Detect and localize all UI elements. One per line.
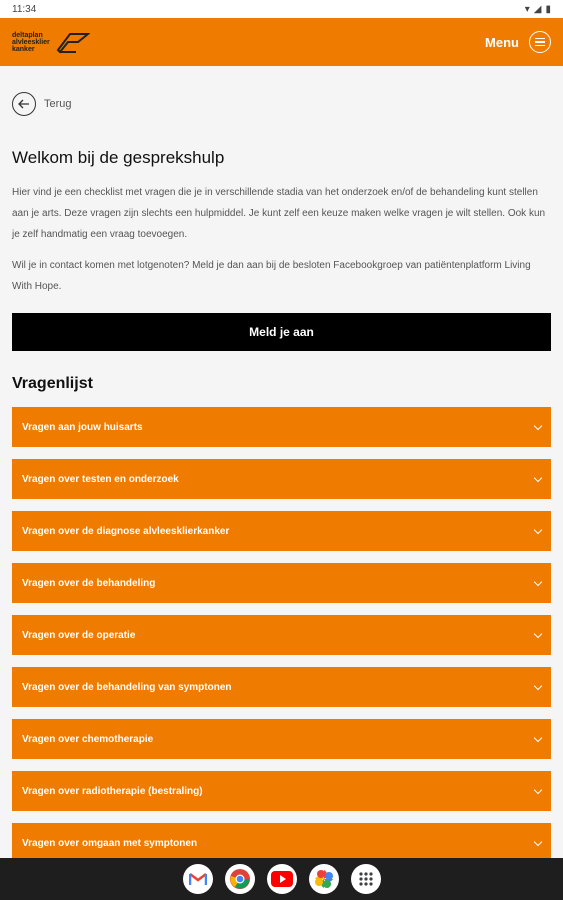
- intro-paragraph: Hier vind je een checklist met vragen die je in verschillende stadia van het onderzoek en/of de behandeling kunt stellen aan je arts. Deze vragen zijn slechts een hulpmiddel. Je kunt zelf een keuze maken welke vragen je wilt stellen. Ook kun je zelf handmatig een vraag toevoegen.: [12, 187, 546, 240]
- accordion-item[interactable]: [12, 823, 551, 858]
- status-time: 11:34: [12, 3, 37, 15]
- accordion-item[interactable]: [12, 407, 551, 447]
- gmail-icon[interactable]: [183, 864, 213, 894]
- chevron-down-icon: [534, 629, 542, 637]
- status-icons: [525, 4, 551, 15]
- apps-grid-icon[interactable]: [351, 864, 381, 894]
- accordion-label: Vragen over chemotherapie: [22, 733, 154, 745]
- accordion-item[interactable]: [12, 667, 551, 707]
- battery-icon: ▮: [545, 3, 551, 15]
- back-label: Terug: [44, 98, 72, 110]
- accordion-item[interactable]: [12, 771, 551, 811]
- logo[interactable]: [12, 30, 90, 54]
- accordion-item[interactable]: [12, 563, 551, 603]
- system-navbar: [0, 858, 563, 900]
- chrome-icon[interactable]: [225, 864, 255, 894]
- accordion-item[interactable]: [12, 719, 551, 759]
- chevron-down-icon: [534, 525, 542, 533]
- page-title: Welkom bij de gesprekshulp: [12, 148, 225, 167]
- accordion-label: Vragen aan jouw huisarts: [22, 421, 143, 433]
- accordion-item[interactable]: [12, 615, 551, 655]
- facebook-paragraph: Wil je in contact komen met lotgenoten? Meld je dan aan bij de besloten Facebookgroep van patiëntenplatform Living With Hope.: [12, 260, 531, 292]
- chevron-down-icon: [534, 421, 542, 429]
- logo-text: deltaplan alvleesklier kanker: [12, 31, 50, 53]
- signup-button[interactable]: Meld je aan: [12, 313, 551, 351]
- chevron-down-icon: [534, 785, 542, 793]
- accordion-label: Vragen over de diagnose alvleesklierkanker: [22, 525, 230, 537]
- chevron-down-icon: [534, 473, 542, 481]
- accordion-label: Vragen over omgaan met symptonen: [22, 837, 198, 849]
- signal-icon: ◢: [533, 3, 542, 15]
- accordion-label: Vragen over testen en onderzoek: [22, 473, 179, 485]
- accordion-label: Vragen over de behandeling van symptonen: [22, 681, 232, 693]
- chevron-down-icon: [534, 681, 542, 689]
- wifi-icon: ▾: [524, 3, 530, 15]
- accordion-label: Vragen over radiotherapie (bestraling): [22, 785, 203, 797]
- photos-icon[interactable]: [309, 864, 339, 894]
- arrow-left-icon: [12, 92, 36, 116]
- status-bar: [0, 0, 563, 18]
- chevron-down-icon: [534, 837, 542, 845]
- menu-label: Menu: [485, 34, 519, 50]
- section-heading: Vragenlijst: [12, 375, 93, 392]
- main-content: [0, 66, 563, 858]
- menu-button[interactable]: [485, 31, 551, 53]
- app-header: [0, 18, 563, 66]
- hamburger-icon: [529, 31, 551, 53]
- question-list: [12, 407, 551, 858]
- chevron-down-icon: [534, 577, 542, 585]
- accordion-label: Vragen over de behandeling: [22, 577, 156, 589]
- accordion-item[interactable]: [12, 459, 551, 499]
- accordion-item[interactable]: [12, 511, 551, 551]
- chevron-down-icon: [534, 733, 542, 741]
- youtube-icon[interactable]: [267, 864, 297, 894]
- logo-mark-icon: [54, 30, 90, 54]
- accordion-label: Vragen over de operatie: [22, 629, 136, 641]
- back-button[interactable]: [12, 92, 551, 116]
